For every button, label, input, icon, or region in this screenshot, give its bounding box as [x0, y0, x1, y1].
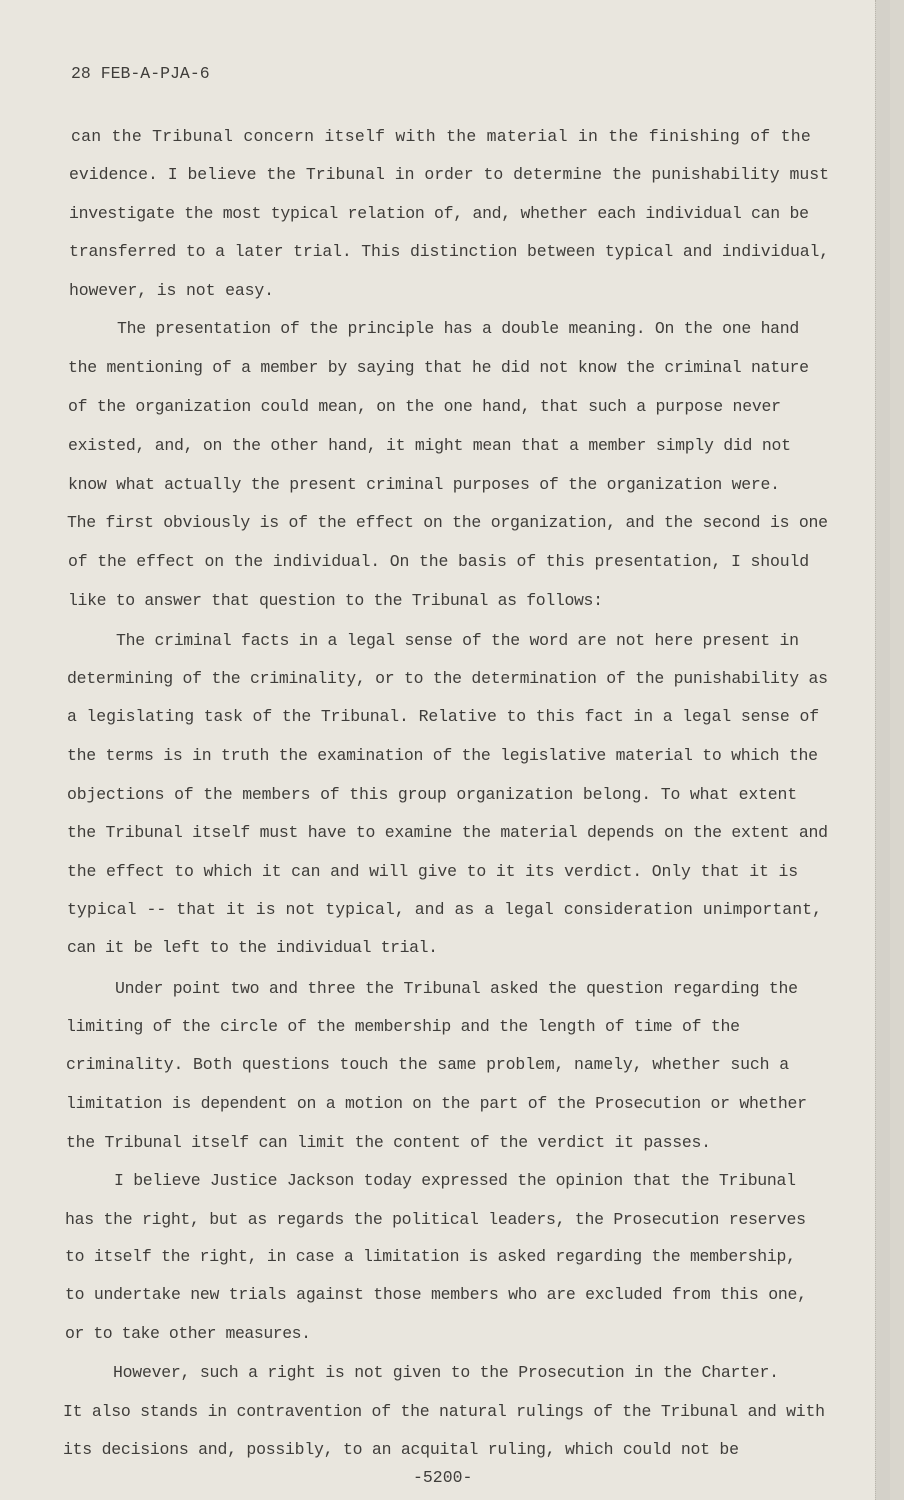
text-line: limitation is dependent on a motion on the part of the Prosecution or whether — [66, 1094, 807, 1113]
document-header: 28 FEB-A-PJA-6 — [71, 64, 210, 83]
text-line: of the organization could mean, on the one hand, that such a purpose never — [68, 397, 781, 416]
text-line: the effect to which it can and will give to it its verdict. Only that it is — [67, 862, 798, 881]
text-line: Under point two and three the Tribunal asked the question regarding the — [115, 979, 798, 998]
text-line: existed, and, on the other hand, it might mean that a member simply did not — [68, 436, 791, 455]
text-line: its decisions and, possibly, to an acquital ruling, which could not be — [63, 1440, 739, 1459]
text-line: evidence. I believe the Tribunal in order to determine the punishability must — [69, 165, 829, 184]
page-number: -5200- — [413, 1468, 473, 1487]
text-line: objections of the members of this group organization belong. To what extent — [67, 785, 797, 804]
text-line: however, is not easy. — [69, 281, 274, 300]
text-line: know what actually the present criminal purposes of the organization were. — [68, 475, 780, 494]
text-line: like to answer that question to the Tribunal as follows: — [68, 591, 603, 610]
text-line: It also stands in contravention of the natural rulings of the Tribunal and with — [63, 1402, 825, 1421]
text-line: can the Tribunal concern itself with the material in the finishing of the — [71, 127, 811, 146]
text-line: to undertake new trials against those members who are excluded from this one, — [65, 1285, 807, 1304]
text-line: can it be left to the individual trial. — [67, 938, 438, 957]
text-line: the mentioning of a member by saying that he did not know the criminal nature — [68, 358, 809, 377]
text-line: typical -- that it is not typical, and as a legal consideration unimportant, — [67, 900, 823, 919]
text-line: The presentation of the principle has a double meaning. On the one hand — [117, 319, 799, 338]
text-line: a legislating task of the Tribunal. Relative to this fact in a legal sense of — [67, 707, 819, 726]
text-line: or to take other measures. — [65, 1324, 311, 1343]
text-line: The criminal facts in a legal sense of the word are not here present in — [116, 631, 799, 650]
text-line: However, such a right is not given to the Prosecution in the Charter. — [113, 1363, 779, 1382]
text-line: the Tribunal itself must have to examine the material depends on the extent and — [67, 823, 828, 842]
text-line: I believe Justice Jackson today expressed the opinion that the Tribunal — [114, 1171, 796, 1190]
text-line: The first obviously is of the effect on the organization, and the second is one — [67, 513, 828, 532]
text-line: the Tribunal itself can limit the content of the verdict it passes. — [66, 1133, 711, 1152]
text-line: investigate the most typical relation of, and, whether each individual can be — [69, 204, 809, 223]
text-line: transferred to a later trial. This distinction between typical and individual, — [69, 242, 829, 261]
text-line: of the effect on the individual. On the basis of this presentation, I should — [68, 552, 809, 571]
text-line: the terms is in truth the examination of the legislative material to which the — [67, 746, 818, 765]
text-line: criminality. Both questions touch the same problem, namely, whether such a — [66, 1055, 789, 1074]
text-line: determining of the criminality, or to the determination of the punishability as — [67, 669, 828, 688]
text-line: has the right, but as regards the political leaders, the Prosecution reserves — [65, 1210, 806, 1229]
text-line: to itself the right, in case a limitation is asked regarding the membership, — [65, 1247, 796, 1266]
page-edge — [875, 0, 890, 1500]
text-line: limiting of the circle of the membership and the length of time of the — [66, 1017, 740, 1036]
